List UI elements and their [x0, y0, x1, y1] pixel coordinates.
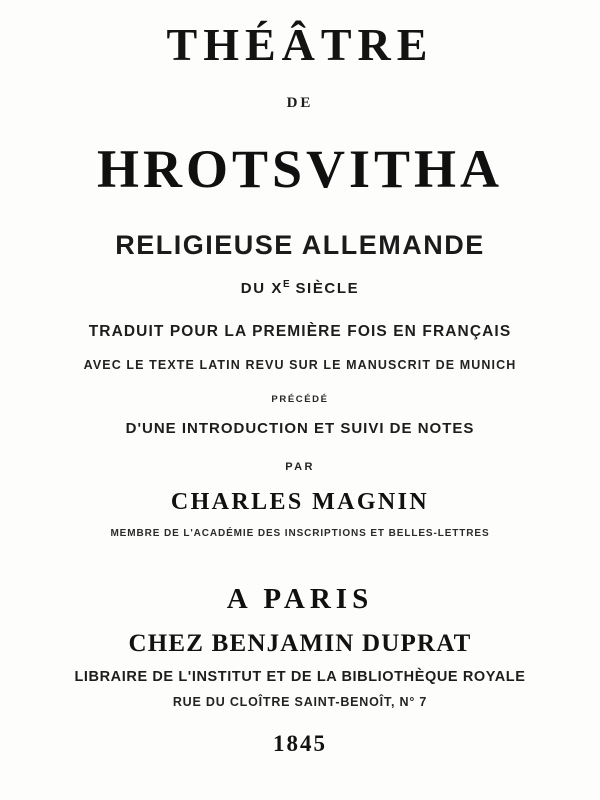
subtitle-religieuse-allemande: RELIGIEUSE ALLEMANDE: [115, 230, 485, 260]
imprint-address: RUE DU CLOÎTRE SAINT-BENOÎT, N° 7: [172, 695, 428, 709]
translation-note: TRADUIT POUR LA PREMIÈRE FOIS EN FRANÇAIS: [88, 323, 512, 340]
imprint-publisher: CHEZ BENJAMIN DUPRAT: [128, 630, 472, 657]
source-note: AVEC LE TEXTE LATIN REVU SUR LE MANUSCRIT DE MUNICH: [83, 358, 517, 372]
title-connector-de: DE: [286, 95, 314, 111]
imprint-publisher-role: LIBRAIRE DE L'INSTITUT ET DE LA BIBLIOTHÈQUE ROYALE: [74, 669, 526, 685]
work-author-name: HROTSVITHA: [96, 139, 504, 199]
subtitle-century-suffix: SIÈCLE: [289, 280, 360, 297]
page-title: THÉÂTRE: [166, 19, 434, 70]
by-label: PAR: [285, 461, 315, 473]
author-affiliation: MEMBRE DE L'ACADÉMIE DES INSCRIPTIONS ET BELLES-LETTRES: [110, 528, 490, 539]
author-name: CHARLES MAGNIN: [170, 489, 430, 515]
preceded-by-label: PRÉCÉDÉ: [271, 394, 329, 405]
subtitle-century-prefix: DU X: [240, 280, 284, 297]
subtitle-century-superscript: E: [283, 279, 290, 290]
imprint-city: A PARIS: [226, 583, 374, 615]
subtitle-century: [0, 279, 600, 297]
preceded-by-text: D'UNE INTRODUCTION ET SUIVI DE NOTES: [125, 420, 475, 437]
imprint-year: 1845: [273, 731, 327, 756]
